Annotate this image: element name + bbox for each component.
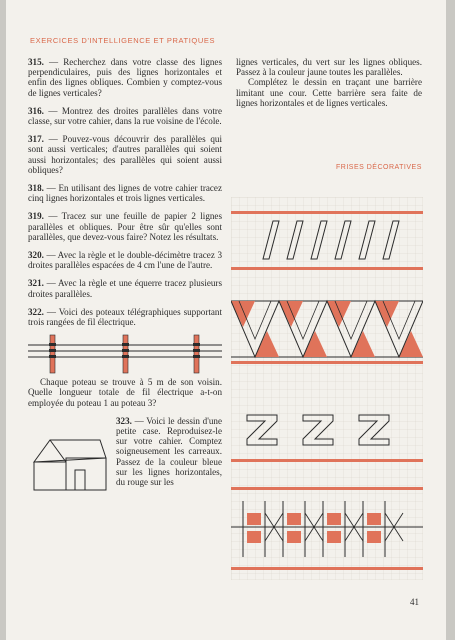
exercise-text: — Pouvez-vous découvrir des parallèles qui sont aussi verticales; d'autres parallèles qui soient aussi horizontales; des parallèles qui soient aussi obliques? bbox=[28, 134, 222, 175]
exercise-number: 322. bbox=[28, 306, 44, 317]
decorative-friezes-grid bbox=[231, 197, 423, 580]
exercise-322 bbox=[28, 307, 222, 327]
section-title: FRISES DÉCORATIVES bbox=[336, 164, 422, 171]
exercise-322-question: Chaque poteau se trouve à 5 m de son voisin. Quelle longueur totale de fil électrique a-t-on employée du poteau 1 au poteau 3? bbox=[28, 377, 222, 408]
exercise-text: — Avec la règle et une équerre tracez plusieurs droites parallèles. bbox=[28, 278, 222, 299]
pole-3 bbox=[193, 335, 200, 373]
exercise-text: — Montrez des droites parallèles dans votre classe, sur votre cahier, dans la rue voisine de l'école. bbox=[28, 105, 222, 127]
exercise-text: — Tracez sur une feuille de papier 2 lignes parallèles et obliques. Pour être sûr qu'elles sont parallèles, que devez-vous faire? Notez les résultats. bbox=[28, 211, 222, 242]
exercise-number: 316. bbox=[28, 105, 44, 116]
exercise-number: 320. bbox=[28, 250, 44, 261]
exercise-text: — En utilisant des lignes de votre cahier tracez cinq lignes horizontales et trois lignes verticales. bbox=[28, 183, 222, 204]
exercise-318 bbox=[28, 183, 222, 203]
exercise-323-complete: Complétez le dessin en traçant une barrière limitant une cour. Cette barrière sera faite de lignes horizontales et de lignes verticales. bbox=[236, 77, 422, 108]
telegraph-poles-illustration bbox=[28, 331, 222, 375]
exercise-320 bbox=[28, 250, 222, 270]
right-column bbox=[236, 57, 422, 116]
left-column bbox=[28, 57, 222, 498]
pole-2 bbox=[122, 335, 129, 373]
exercise-317 bbox=[28, 134, 222, 175]
exercise-323 bbox=[28, 416, 222, 487]
exercise-text: — Recherchez dans votre classe des lignes perpendiculaires, puis des lignes horizontales et enfin des lignes obliques. Combien y comptez-vous de lignes verticales? bbox=[28, 57, 222, 98]
exercise-316 bbox=[28, 106, 222, 126]
exercise-321 bbox=[28, 278, 222, 298]
exercise-319 bbox=[28, 211, 222, 242]
exercise-text: — Voici le dessin d'une petite case. Reproduisez-le sur votre cahier. Comptez soigneusement les carreaux. Passez de la couleur bleue sur les lignes horizontales, du rouge sur les bbox=[116, 415, 222, 488]
book-page bbox=[6, 0, 446, 640]
page-number: 41 bbox=[410, 597, 419, 607]
exercise-text: — Avec la règle et le double-décimètre tracez 3 droites parallèles espacées de 4 cm l'une de l'autre. bbox=[28, 250, 222, 271]
exercise-number: 323. bbox=[116, 415, 132, 426]
exercise-number: 319. bbox=[28, 211, 44, 222]
exercise-number: 318. bbox=[28, 183, 44, 194]
exercise-315 bbox=[28, 57, 222, 98]
exercise-323-continuation: lignes verticales, du vert sur les lignes obliques. Passez à la couleur jaune toutes les parallèles. bbox=[236, 57, 422, 78]
page-header: EXERCICES D'INTELLIGENCE ET PRATIQUES bbox=[30, 36, 216, 45]
exercise-number: 315. bbox=[28, 57, 44, 67]
exercise-text: — Voici des poteaux télégraphiques supportant trois rangées de fil électrique. bbox=[28, 306, 222, 328]
exercise-number: 321. bbox=[28, 278, 44, 289]
exercise-number: 317. bbox=[28, 134, 44, 145]
pole-1 bbox=[49, 335, 56, 373]
small-house-illustration bbox=[28, 426, 110, 498]
